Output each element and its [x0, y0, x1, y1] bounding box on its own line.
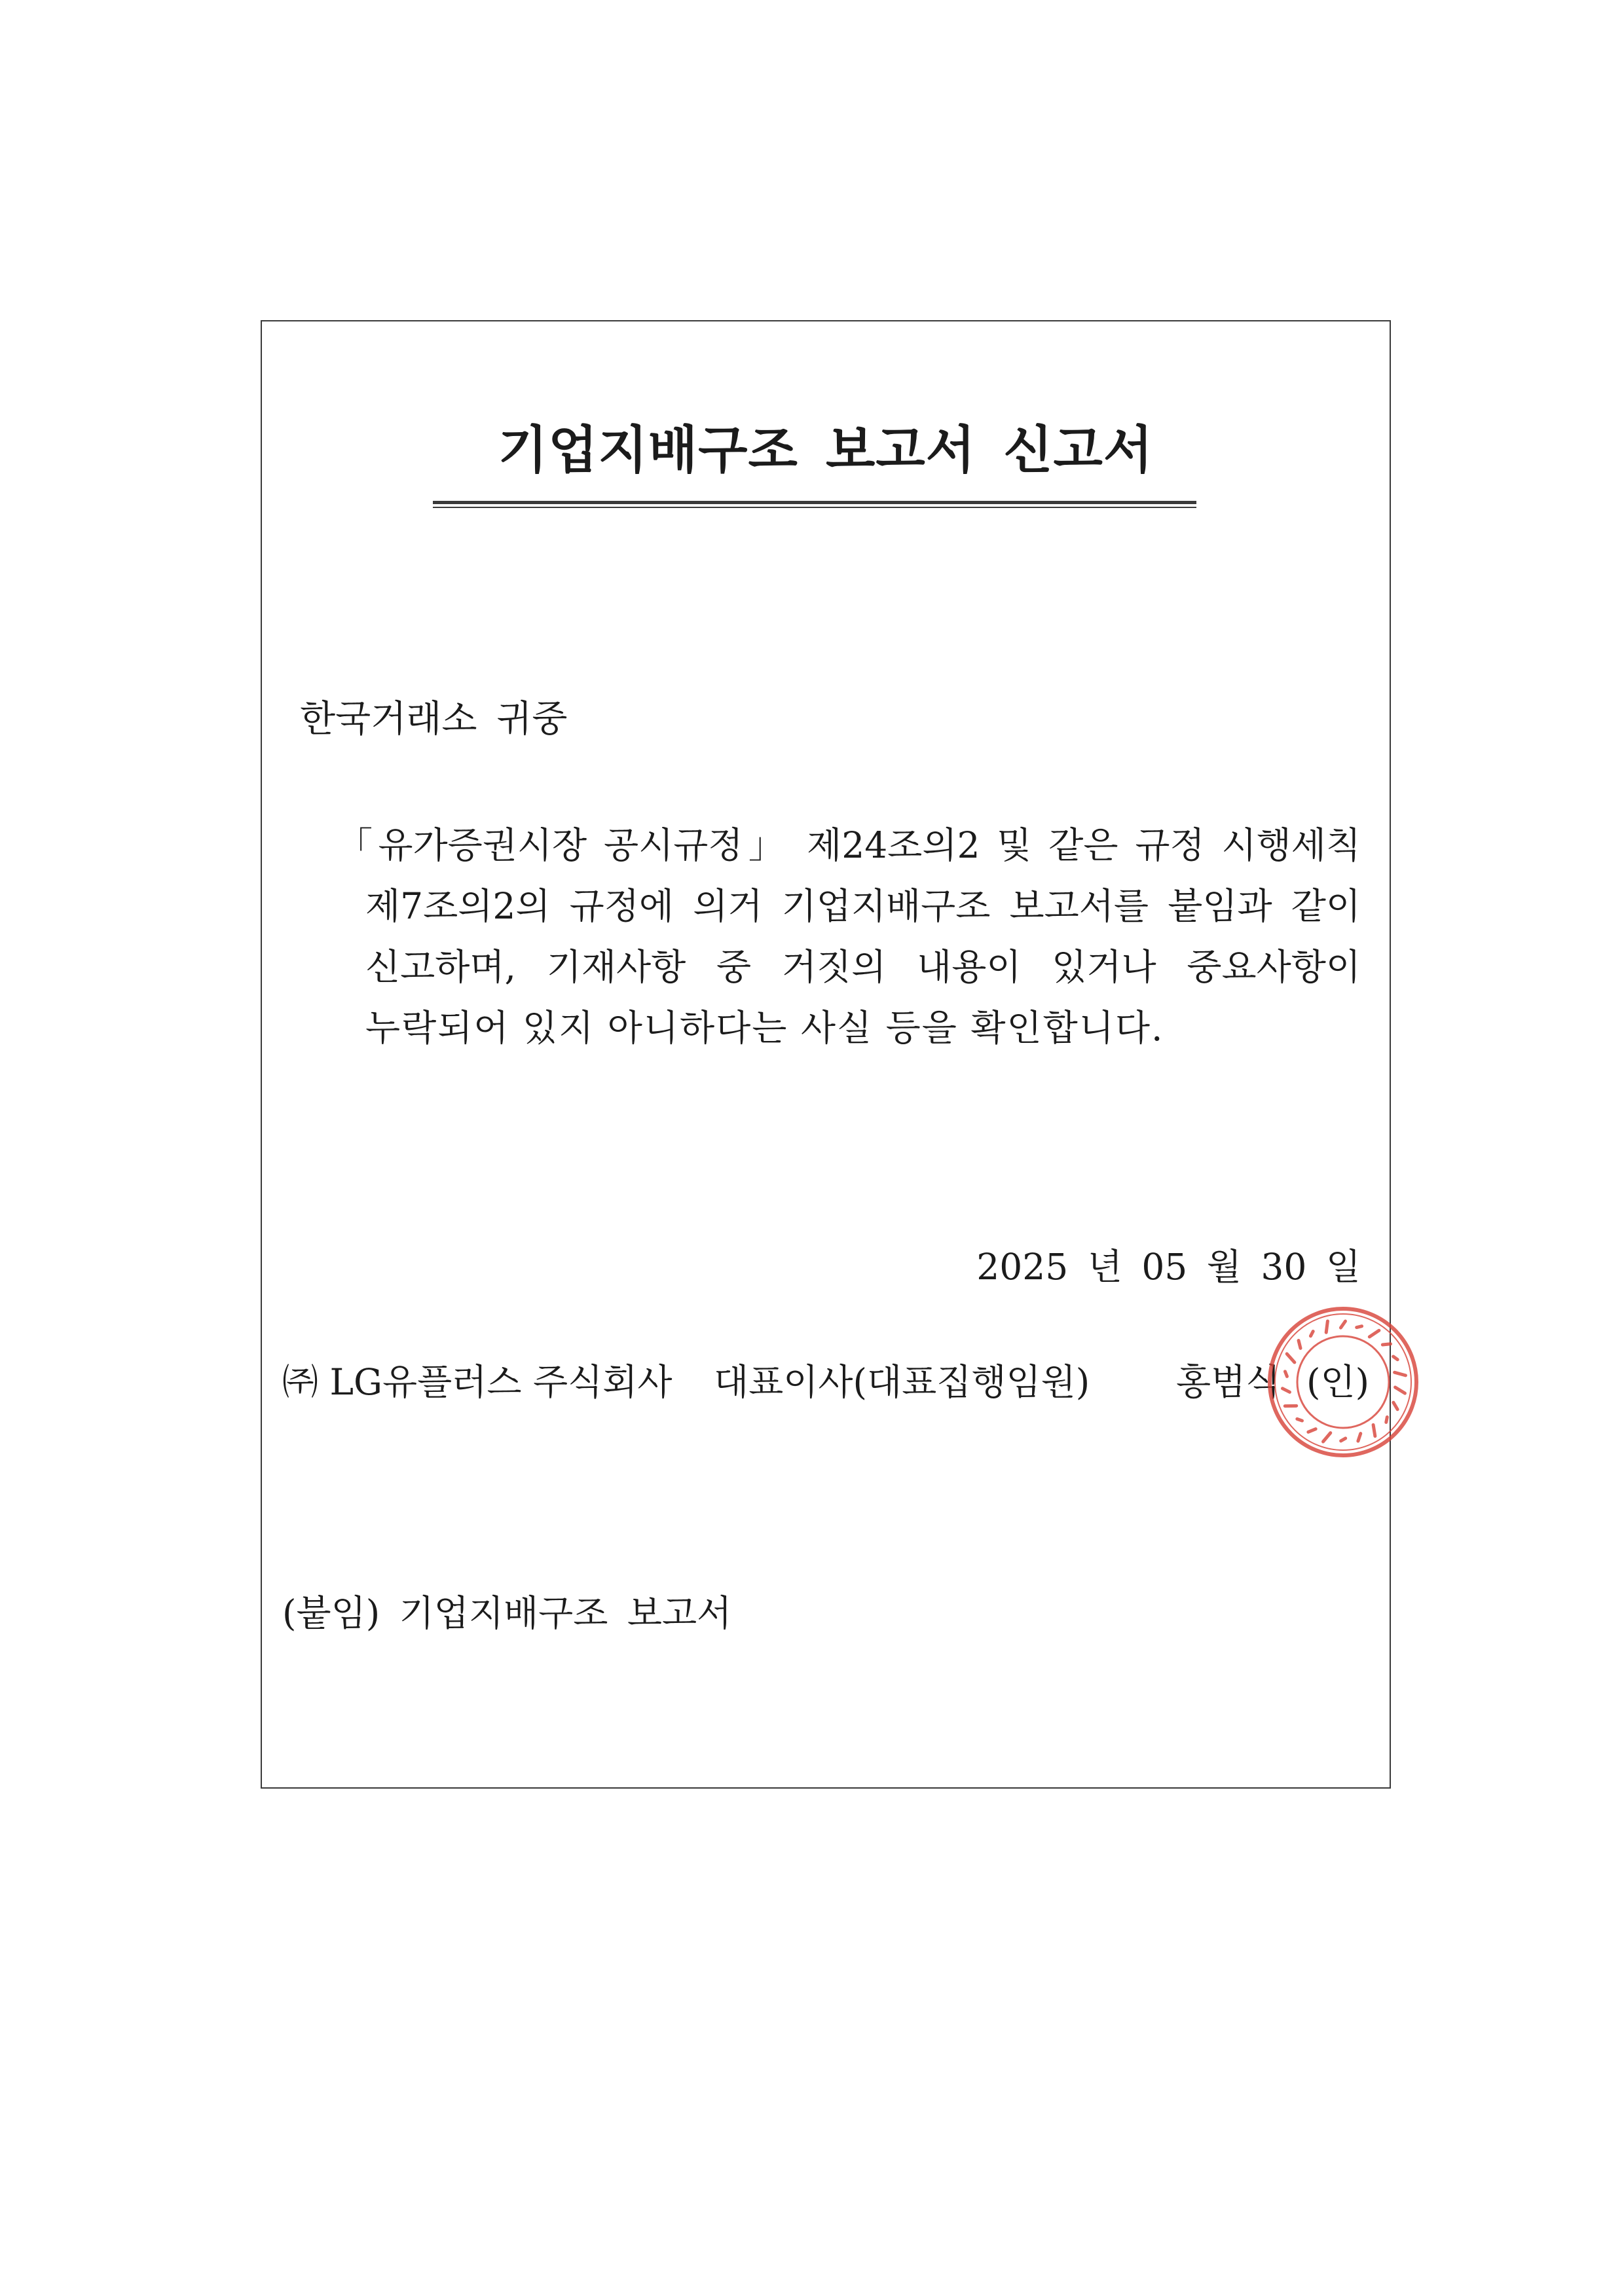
seal-ring-mark	[1297, 1419, 1302, 1421]
seal-ring-mark	[1369, 1330, 1379, 1337]
representative-name: 홍범식	[1176, 1361, 1281, 1403]
seal-ring-mark	[1393, 1402, 1397, 1410]
seal-ring-mark	[1285, 1372, 1287, 1377]
title-double-underline	[433, 501, 1196, 508]
document-title: 기업지배구조 보고서 신고서	[498, 420, 1154, 480]
seal-ring-mark	[1382, 1344, 1390, 1345]
seal-ring-mark	[1373, 1425, 1375, 1436]
seal-ring-mark	[1393, 1357, 1398, 1360]
representative-title: 대표이사(대표집행임원)	[714, 1361, 1090, 1403]
seal-ring-mark	[1340, 1321, 1345, 1328]
attachment-note: (붙임) 기업지배구조 보고서	[282, 1592, 732, 1634]
filing-date: 2025 년 05 월 30 일	[976, 1246, 1361, 1288]
seal-mark: (인)	[1306, 1361, 1370, 1403]
notice-line: 「유가증권시장 공시규정」 제24조의2 및 같은 규정 시행세칙	[337, 824, 1361, 866]
seal-ring-mark	[1358, 1434, 1361, 1442]
seal-stamp-icon	[1264, 1303, 1422, 1461]
seal-ring-mark	[1323, 1433, 1331, 1442]
seal-ring-mark	[1386, 1417, 1388, 1422]
seal-ring-mark	[1395, 1372, 1406, 1376]
seal-ring-mark	[1299, 1341, 1301, 1349]
notice-line: 신고하며, 기재사항 중 거짓의 내용이 있거나 중요사항이	[365, 946, 1361, 988]
seal-ring-mark	[1341, 1438, 1346, 1441]
notice-line: 누락되어 있지 아니하다는 사실 등을 확인합니다.	[365, 1007, 1164, 1049]
company-name: ㈜ LG유플러스 주식회사	[282, 1361, 673, 1403]
addressee: 한국거래소 귀중	[300, 698, 568, 740]
seal-ring-mark	[1395, 1387, 1405, 1393]
seal-ring-mark	[1308, 1429, 1316, 1432]
seal-ring-mark	[1357, 1326, 1362, 1328]
seal-ring-mark	[1310, 1332, 1313, 1336]
seal-ring-mark	[1287, 1354, 1295, 1362]
notice-line: 제7조의2의 규정에 의거 기업지배구조 보고서를 붙임과 같이	[365, 885, 1361, 927]
notice-paragraph	[337, 815, 1361, 1059]
seal-ring-mark	[1283, 1389, 1290, 1393]
seal-ring-mark	[1326, 1321, 1327, 1332]
